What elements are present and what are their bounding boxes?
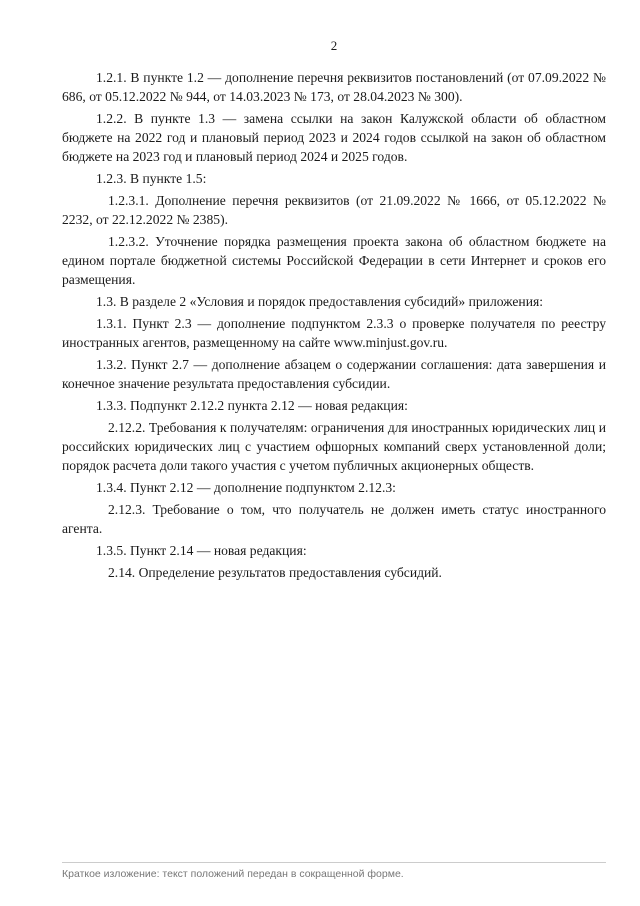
paragraph-1-3-1: 1.3.1. Пункт 2.3 — дополнение подпунктом 2.3.3 о проверке получателя по реестру иностранных агентов, размещенному на сайте www.minjust.gov.ru. [62, 316, 606, 350]
paragraph-2-14: 2.14. Определение результатов предоставления субсидий. [108, 565, 442, 580]
paragraph-1-2-1: 1.2.1. В пункте 1.2 — дополнение перечня реквизитов постановлений (от 07.09.2022 № 686, от 05.12.2022 № 944, от 14.03.2023 № 173, от 28.04.2023 № 300). [62, 70, 606, 104]
paragraph-1-2-3-2: 1.2.3.2. Уточнение порядка размещения проекта закона об областном бюджете на едином портале бюджетной системы Российской Федерации в сети Интернет и сроков его размещения. [62, 234, 606, 287]
paragraph-1-3-5: 1.3.5. Пункт 2.14 — новая редакция: [96, 543, 307, 558]
paragraph-1-3-2: 1.3.2. Пункт 2.7 — дополнение абзацем о содержании соглашения: дата завершения и конечное значение результата предоставления субсидии. [62, 357, 606, 391]
paragraph-1-3-4: 1.3.4. Пункт 2.12 — дополнение подпунктом 2.12.3: [96, 480, 396, 495]
summary-note: Краткое изложение: текст положений передан в сокращенной форме. [62, 862, 606, 880]
paragraph-1-3-3: 1.3.3. Подпункт 2.12.2 пункта 2.12 — новая редакция: [96, 398, 408, 413]
page-number: 2 [330, 38, 338, 53]
paragraph-2-12-2: 2.12.2. Требования к получателям: ограничения для иностранных юридических лиц и российских юридических лиц с участием офшорных компаний сверх установленной доли; порядок расчета доли такого участия с учетом публичных акционерных обществ. [62, 420, 606, 473]
paragraph-2-12-3: 2.12.3. Требование о том, что получатель не должен иметь статус иностранного агента. [62, 502, 606, 536]
paragraph-1-3: 1.3. В разделе 2 «Условия и порядок предоставления субсидий» приложения: [96, 294, 544, 309]
paragraph-1-2-3-1: 1.2.3.1. Дополнение перечня реквизитов (от 21.09.2022 № 1666, от 05.12.2022 № 2232, от 22.12.2022 № 2385). [62, 193, 606, 227]
paragraph-1-2-2: 1.2.2. В пункте 1.3 — замена ссылки на закон Калужской области об областном бюджете на 2022 год и плановый период 2023 и 2024 годов ссылкой на закон об областном бюджете на 2023 год и плановый период 2024 и 2025 годов. [62, 111, 606, 164]
paragraph-1-2-3: 1.2.3. В пункте 1.5: [96, 171, 207, 186]
